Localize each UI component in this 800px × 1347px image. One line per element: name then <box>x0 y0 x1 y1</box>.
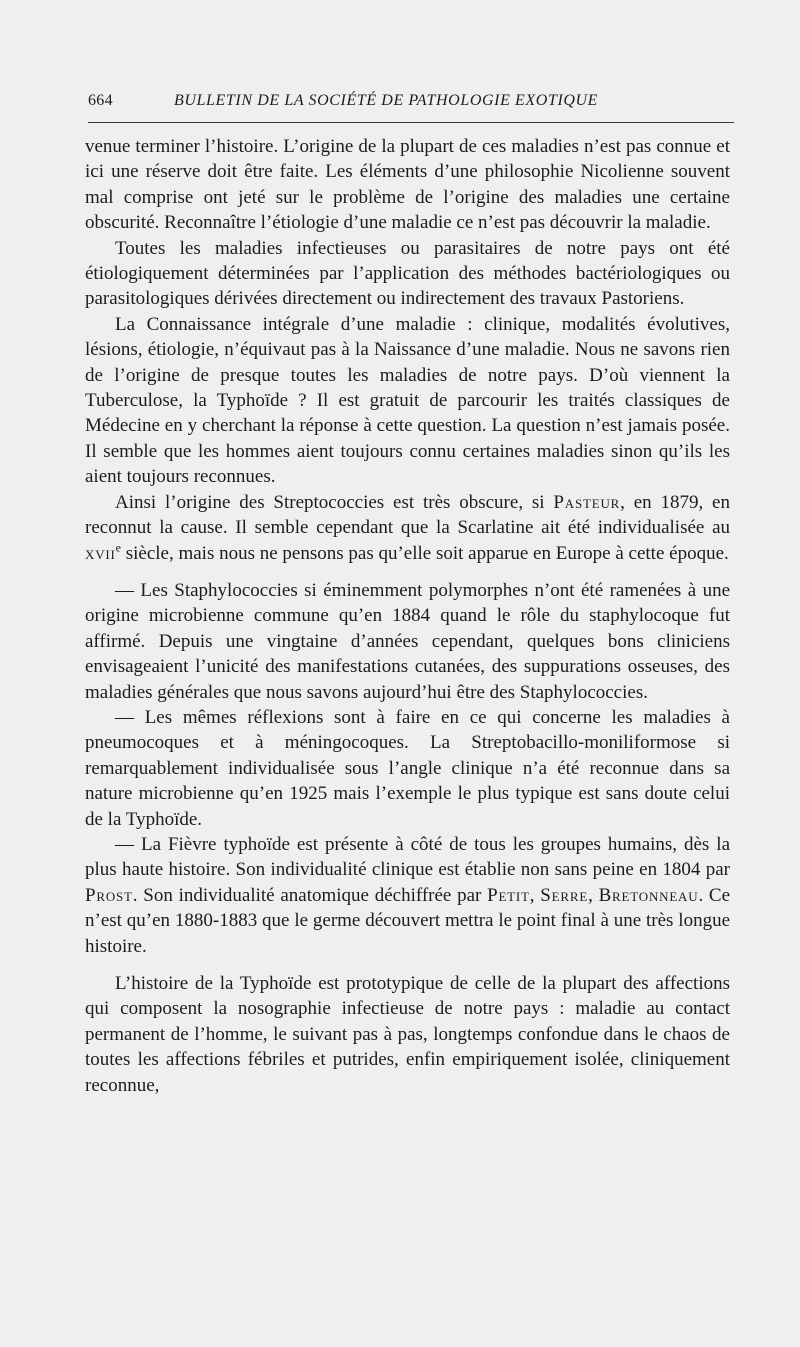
author-name: Prost <box>85 884 133 906</box>
paragraph-3: La Connaissance intégrale d’une maladie : clinique, modalités évolutives, lésions, étiologie, n’équivaut pas à la Naissance d’une maladie. Nous ne savons rien de l’origine de presque toutes les maladies de notre pays. D’où viennent la Tuberculose, la Typhoïde ? Il est gratuit de parcourir les traités classiques de Médecine en y cherchant la réponse à cette question. La question n’est jamais posée. Il semble que les hommes aient toujours connu certaines maladies sinon qu’ils les aient toujours reconnues. <box>85 313 730 488</box>
text-run: siècle, mais nous ne pensons pas qu’elle soit apparue en Europe à cette époque. <box>120 542 729 564</box>
superscript: e <box>115 540 121 555</box>
text-run: , en 1879, en reconnut la cause. Il semble cependant que la Scarlatine ait été individualisée au <box>85 491 730 539</box>
paragraph-2: Toutes les maladies infectieuses ou parasitaires de notre pays ont été étiologiquement déterminées par l’application des méthodes bactériologiques ou parasitologiques dérivées directement ou indirectement des travaux Pastoriens. <box>85 237 730 310</box>
text-run: . Ce n’est qu’en 1880-1883 que le germe découvert mettra le point final à une très longue histoire. <box>85 884 731 957</box>
author-name: Serre <box>540 884 589 906</box>
paragraph-7 <box>85 832 730 959</box>
text-run: . Son individualité anatomique déchiffrée par <box>132 884 488 906</box>
paragraph-1: venue terminer l’histoire. L’origine de la plupart de ces maladies n’est pas connue et ici une réserve doit être faite. Les éléments d’une philosophie Nicolienne souvent mal comprise ont jeté sur le problème de l’origine des maladies une certaine obscurité. Reconnaître l’étiologie d’une maladie ce n’est pas découvrir la maladie. <box>85 136 730 234</box>
text-run: Ainsi l’origine des Streptococcies est très obscure, si <box>115 491 554 513</box>
text-run: — La Fièvre typhoïde est présente à côté de tous les groupes humains, dès la plus haute histoire. Son individualité clinique est établie non sans peine en 1804 par <box>85 833 730 881</box>
page-header <box>88 92 730 116</box>
paragraph-8: L’histoire de la Typhoïde est prototypique de celle de la plupart des affections qui composent la nosographie infectieuse de notre pays : maladie au contact permanent de l’homme, le suivant pas à pas, longtemps confondue dans le chaos de toutes les affections fébriles et putrides, enfin empiriquement isolée, cliniquement reconnue, <box>85 973 730 1096</box>
header-rule <box>88 122 734 123</box>
paragraph-6: — Les mêmes réflexions sont à faire en ce qui concerne les maladies à pneumocoques et à méningocoques. La Streptobacillo-moniliformose si remarquablement individualisée sous l’angle clinique n’a été reconnue dans sa nature microbienne qu’en 1925 mais l’exemple le plus typique est sans doute celui de la Typhoïde. <box>85 706 730 830</box>
author-name: Petit <box>487 884 530 906</box>
century-numeral: xvii <box>85 542 116 564</box>
author-name: Pasteur <box>553 491 621 513</box>
text-run: , <box>588 884 599 906</box>
body-text <box>85 134 730 1098</box>
paragraph-5: — Les Staphylococcies si éminemment polymorphes n’ont été ramenées à une origine microbienne commune qu’en 1884 quand le rôle du staphylocoque fut affirmé. Depuis une vingtaine d’années cependant, quelques bons cliniciens envisageaient l’unicité des manifestations cutanées, des suppurations osseuses, des maladies générales que nous savons aujourd’hui être des Staphylococcies. <box>85 579 730 703</box>
page-number: 664 <box>88 92 113 109</box>
author-name: Bretonneau <box>598 884 699 906</box>
running-title: BULLETIN DE LA SOCIÉTÉ DE PATHOLOGIE EXOTIQUE <box>174 92 599 109</box>
text-run: , <box>529 884 541 906</box>
paragraph-4 <box>85 490 730 566</box>
